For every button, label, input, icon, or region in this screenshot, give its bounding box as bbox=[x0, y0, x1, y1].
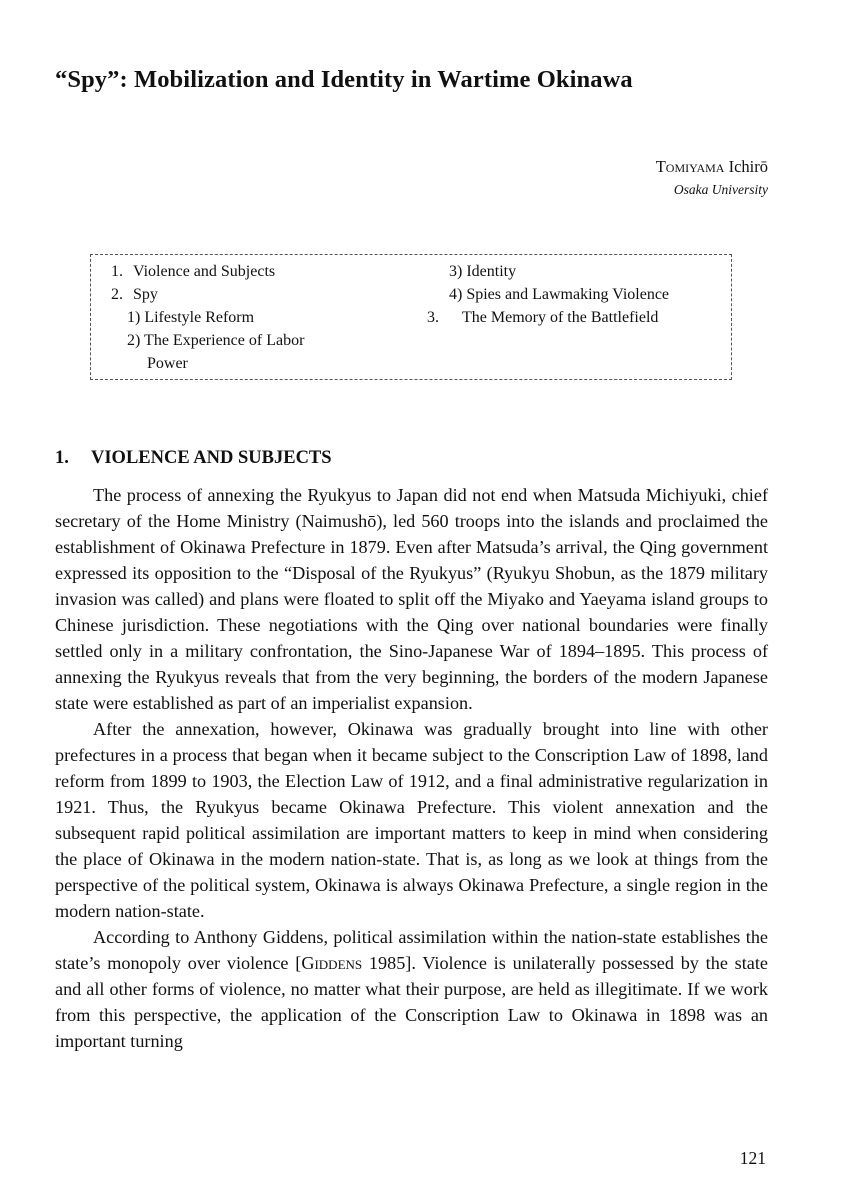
toc-right-column bbox=[427, 260, 669, 329]
toc-item: 4) Spies and Lawmaking Violence bbox=[449, 286, 670, 303]
body-text bbox=[55, 482, 768, 1054]
author-name bbox=[656, 157, 768, 177]
citation-author: Giddens bbox=[301, 953, 363, 973]
toc-item: 3) Identity bbox=[449, 263, 517, 280]
author-surname: Tomiyama bbox=[655, 157, 725, 176]
page-number: 121 bbox=[739, 1148, 766, 1168]
section-heading bbox=[55, 448, 332, 469]
author-affiliation: Osaka University bbox=[673, 182, 768, 197]
paragraph: According to Anthony Giddens, political assimilation within the nation-state establishes the state’s monopoly over violence [Giddens 1985]. Violence is unilaterally possessed by the state and all other forms of violence, no matter what their purpose, are held as illegitimate. If we work from this perspective, the application of the Conscription Law to Okinawa in 1898 was an important turning bbox=[55, 927, 769, 1051]
section-number: 1. bbox=[55, 448, 69, 468]
author-given-name: Ichirō bbox=[728, 157, 768, 176]
toc-item: 3. The Memory of the Battlefield bbox=[427, 309, 659, 326]
toc-item-continuation: Power bbox=[147, 355, 188, 372]
toc-item: 2. Spy bbox=[111, 286, 158, 303]
toc-item: 1. Violence and Subjects bbox=[111, 263, 276, 280]
article-title: “Spy”: Mobilization and Identity in Wartime Okinawa bbox=[55, 66, 633, 93]
table-of-contents bbox=[90, 254, 732, 380]
toc-left-column bbox=[111, 260, 304, 375]
paragraph: The process of annexing the Ryukyus to Japan did not end when Matsuda Michiyuki, chief secretary of the Home Ministry (Naimushō), led 560 troops into the islands and proclaimed the establishment of Okinawa Prefecture in 1879. Even after Matsuda’s arrival, the Qing government expressed its opposition to the “Disposal of the Ryukyus” (Ryukyu Shobun, as the 1879 military invasion was called) and plans were floated to split off the Miyako and Yaeyama island groups to Chinese jurisdiction. These negotiations with the Qing over national boundaries were finally settled only in a military confrontation, the Sino-Japanese War of 1894–1895. This process of annexing the Ryukyus reveals that from the very beginning, the borders of the modern Japanese state were established as part of an imperialist expansion. bbox=[55, 485, 768, 713]
section-title: VIOLENCE AND SUBJECTS bbox=[91, 448, 332, 468]
toc-item: 2) The Experience of Labor bbox=[127, 332, 305, 349]
citation-year: 1985]. bbox=[362, 953, 416, 973]
paragraph: After the annexation, however, Okinawa was gradually brought into line with other prefectures in a process that began when it became subject to the Conscription Law of 1898, land reform from 1899 to 1903, the Election Law of 1912, and a final administrative regularization in 1921. Thus, the Ryukyus became Okinawa Prefecture. This violent annexation and the subsequent rapid political assimilation are important matters to keep in mind when considering the place of Okinawa in the modern nation-state. That is, as long as we look at things from the perspective of the political system, Okinawa is always Okinawa Prefecture, a single region in the modern nation-state. bbox=[55, 719, 768, 921]
toc-item: 1) Lifestyle Reform bbox=[127, 309, 255, 326]
